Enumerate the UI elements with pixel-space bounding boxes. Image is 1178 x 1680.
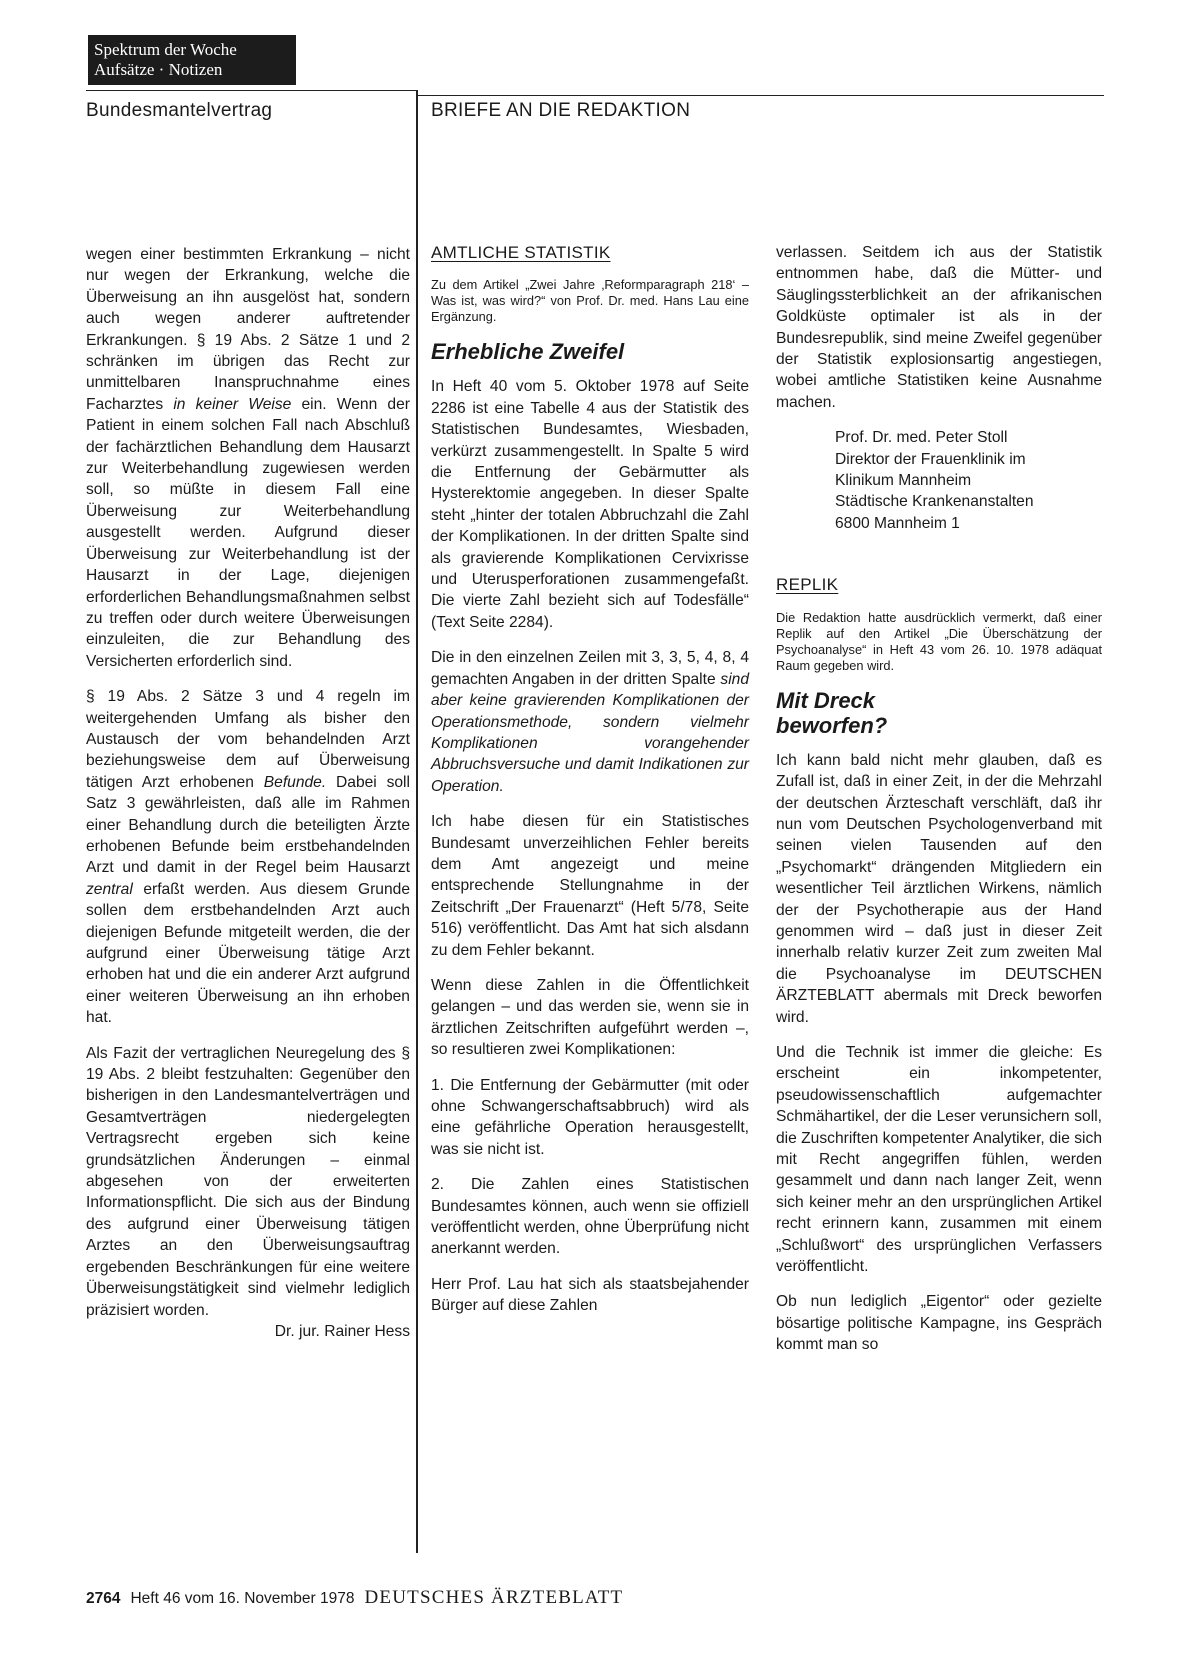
journal-name: DEUTSCHES ÄRZTEBLATT <box>364 1587 624 1608</box>
header-rule-left <box>86 90 416 91</box>
left-section-title: Bundesmantelvertrag <box>86 100 273 121</box>
paragraph: Wenn diese Zahlen in die Öffentlichkeit gelangen – und das werden sie, wenn sie in ärztlichen Zeitschriften aufgeführt werden –, so resultieren zwei Komplikationen: <box>431 976 749 1059</box>
section-masthead <box>88 35 296 85</box>
page-number: 2764 <box>86 1590 121 1607</box>
paragraph: verlassen. Seitdem ich aus der Statistik entnommen habe, daß die Mütter- und Säuglingssterblichkeit an der afrikanischen Goldküste optimaler ist als in der Bundesrepublik, sind meine Zweifel gegenüber der Statistik explosionsartig angestiegen, wobei amtliche Statistiken keine Ausnahme machen. <box>776 244 1102 411</box>
right-section-title: BRIEFE AN DIE REDAKTION <box>431 100 691 121</box>
masthead-line-2: Aufsätze · Notizen <box>94 60 223 79</box>
paragraph: Ich habe diesen für ein Statistisches Bundesamt unverzeihlichen Fehler bereits dem Amt angezeigt und meine entsprechende Stellungnahme in der Zeitschrift „Der Frauenarzt“ (Heft 5/78, Seite 516) veröffentlicht. Das Amt hat sich alsdann zu dem Fehler bekannt. <box>431 813 749 959</box>
article-column-1 <box>86 244 410 1356</box>
rubric-replik: REPLIK <box>776 575 839 595</box>
paragraph: 1. Die Entfernung der Gebärmutter (mit oder ohne Schwangerschaftsabbruch) wird als eine gefährliche Operation herausgestellt, was sie nicht ist. <box>431 1076 749 1158</box>
letter-headline: Mit Dreck beworfen? <box>776 687 888 738</box>
letter-intro: Die Redaktion hatte ausdrücklich vermerkt, daß einer Replik auf den Artikel „Die Überschätzung der Psychoanalyse“ in Heft 43 vom 26. 10. 1978 adäquat Raum gegeben wird. <box>776 609 1102 673</box>
paragraph: Die in den einzelnen Zeilen mit 3, 3, 5, 4, 8, 4 gemachten Angaben in der dritten Spalte sind aber keine gravierenden Komplikationen der Operationsmethode, sondern vielmehr Komplikationen vorangehender Abbruchsversuche und damit Indikationen zur Operation. <box>431 649 749 795</box>
paragraph: § 19 Abs. 2 Sätze 3 und 4 regeln im weitergehenden Umfang als bisher den Austausch der vom behandelnden Arzt beziehungsweise dem auf Überweisung tätigen Arzt erhobenen Befunde. Dabei soll Satz 3 gewährleisten, daß alle im Rahmen einer Behandlung durch die beteiligten Ärzte erhobenen Befunde beim erstbehandelnden Arzt und damit in der Regel beim Hausarzt zentral erfaßt werden. Aus diesem Grunde sollen dem erstbehandelnden Arzt auch diejenigen Befunde mitgeteilt werden, die der aufgrund einer Überweisung tätige Arzt erhoben hat und die ein anderer Arzt aufgrund einer weiteren Überweisung an ihn erhoben hat. <box>86 688 410 1027</box>
header-rule-right <box>418 95 1104 96</box>
page-footer <box>86 1587 623 1609</box>
paragraph: Ich kann bald nicht mehr glauben, daß es Zufall ist, daß in einer Zeit, in der die Mehrzahl der deutschen Ärzteschaft verschläft, daß ihr nun vom Deutschen Psychologenverband mit seinen vielen Tausenden auf den „Psychomarkt“ drängenden Mitgliedern ein wesentlicher Teil ärztlichen Wirkens, nämlich der der Psychotherapie aus der Hand genommen wird – daß just in dieser Zeit innerhalb relativ kurzer Zeit zum zweiten Mal die Psychoanalyse im DEUTSCHEN ÄRZTEBLATT abermals mit Dreck beworfen wird. <box>776 751 1102 1026</box>
letter-headline: Erhebliche Zweifel <box>431 339 625 365</box>
column-divider <box>416 90 418 1553</box>
author-address: Prof. Dr. med. Peter Stoll Direktor der Frauenklinik im Klinikum Mannheim Städtische Krankenanstalten 6800 Mannheim 1 <box>835 429 1034 532</box>
paragraph: Als Fazit der vertraglichen Neuregelung des § 19 Abs. 2 bleibt festzuhalten: Gegenüber den bisherigen in den Landesmantelverträgen und Gesamtverträgen niedergelegten Vertragsrecht ergeben sich keine grundsätzlichen Änderungen – einmal abgesehen von der erweiterten Informationspflicht. Die sich aus der Bindung des aufgrund einer Überweisung tätigen Arztes an den Überweisungsauftrag ergebenden Beschränkungen für eine weitere Überweisungstätigkeit sind vielmehr lediglich präzisiert worden. <box>86 1044 410 1319</box>
author-signature: Dr. jur. Rainer Hess <box>274 1322 410 1340</box>
paragraph: Ob nun lediglich „Eigentor“ oder gezielte bösartige politische Kampagne, ins Gespräch kommt man so <box>776 1293 1102 1354</box>
paragraph: Und die Technik ist immer die gleiche: Es erscheint ein inkompetenter, pseudowissenschaftlich aufgemachter Schmähartikel, der die Leser verunsichern soll, die Zuschriften kompetenter Analytiker, die sich mit Recht angegriffen fühlen, werden gesammelt und dann nach langer Zeit, wenn sich keiner mehr an den ursprünglichen Artikel recht erinnern kann, zusammen mit einem „Schlußwort“ des ursprünglichen Verfassers veröffentlicht. <box>776 1043 1102 1276</box>
letter-intro: Zu dem Artikel „Zwei Jahre ‚Reformparagraph 218‘ – Was ist, was wird?“ von Prof. Dr. med. Hans Lau eine Ergänzung. <box>431 277 749 325</box>
article-column-3 <box>776 242 1102 1356</box>
paragraph: 2. Die Zahlen eines Statistischen Bundesamtes können, auch wenn sie offiziell veröffentlicht werden, ohne Überprüfung nicht anerkannt werden. <box>431 1176 749 1258</box>
rubric-amtliche-statistik: AMTLICHE STATISTIK <box>431 243 611 262</box>
article-column-2 <box>431 242 749 1317</box>
paragraph: wegen einer bestimmten Erkrankung – nicht nur wegen der Erkrankung, welche die Überweisung an ihn ausgelöst hat, sondern auch wegen anderer auftretender Erkrankungen. § 19 Abs. 2 Sätze 1 und 2 schränken im übrigen das Recht zur unmittelbaren Inanspruchnahme eines Facharztes in keiner Weise ein. Wenn der Patient in einem solchen Fall nach Abschluß der fachärztlichen Behandlung dem Hausarzt zur Weiterbehandlung zugewiesen werden soll, so müßte in diesem Fall eine Überweisung zur Weiterbehandlung ausgestellt werden. Aufgrund dieser Überweisung zur Weiterbehandlung ist der Hausarzt in der Lage, diejenigen erforderlichen Behandlungsmaßnahmen selbst zu treffen oder durch weitere Überweisungen einzuleiten, die zur Behandlung des Versicherten erforderlich sind. <box>86 246 410 670</box>
masthead-line-1: Spektrum der Woche <box>94 40 237 59</box>
paragraph: Herr Prof. Lau hat sich als staatsbejahender Bürger auf diese Zahlen <box>431 1275 749 1315</box>
issue-info: Heft 46 vom 16. November 1978 <box>130 1590 355 1607</box>
paragraph: In Heft 40 vom 5. Oktober 1978 auf Seite 2286 ist eine Tabelle 4 aus der Statistik des Statistischen Bundesamtes, Wiesbaden, verkürzt zusammengestellt. In Spalte 5 wird die Entfernung der Gebärmutter als Hysterektomie angegeben. In dieser Spalte steht „hinter der totalen Abbruchzahl die Zahl der Komplikationen. In der dritten Spalte sind als gravierende Komplikationen Cervixrisse und Uterusperforationen zusammengefaßt. Die vierte Zahl bezieht sich auf Todesfälle“ (Text Seite 2284). <box>431 378 749 631</box>
